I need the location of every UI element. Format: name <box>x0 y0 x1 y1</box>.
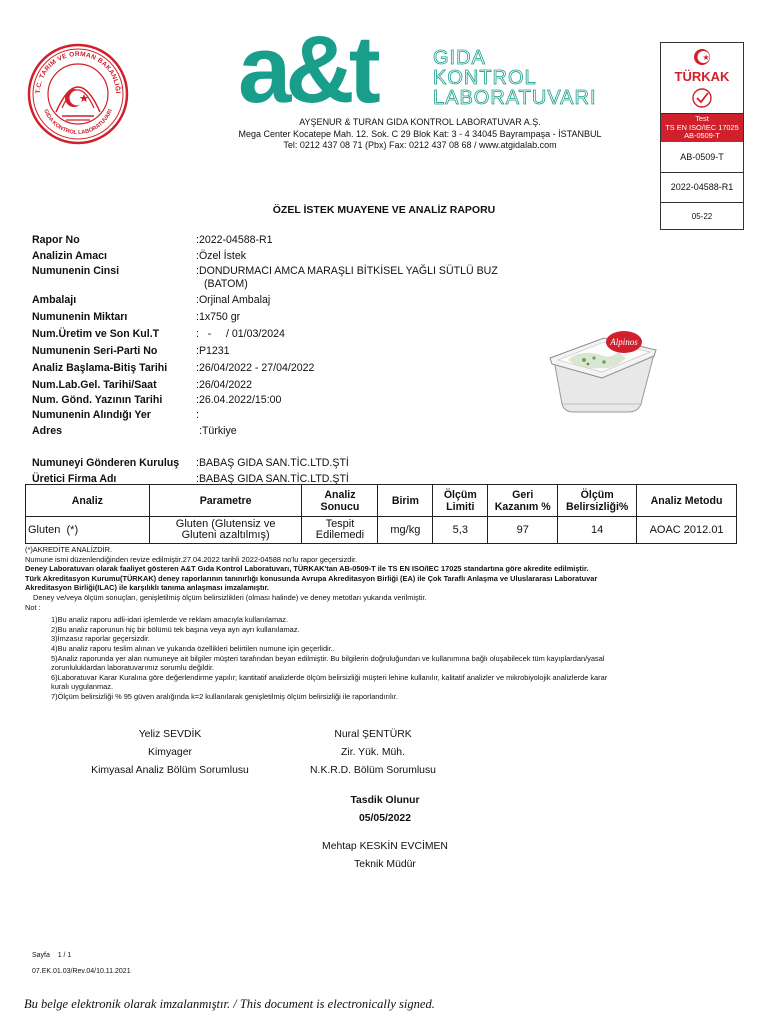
seal-text-bottom: GIDA KONTROL LABORATUVARI <box>42 108 114 137</box>
info-row-sample-location: Numunenin Alındığı Yer : <box>32 409 199 421</box>
turkak-date: 05-22 <box>691 211 713 221</box>
info-row-production-date: Num.Üretim ve Son Kul.T : - / 01/03/2024 <box>32 328 285 340</box>
company-address: Mega Center Kocatepe Mah. 12. Sok. C 29 Blok Kat: 3 - 4 34045 Bayrampaşa - İSTANBUL <box>238 128 602 139</box>
director-name: Mehtap KESKİN EVCİMEN <box>322 841 448 852</box>
table-row <box>26 517 737 544</box>
signature-left <box>60 726 280 780</box>
page-number <box>32 952 71 959</box>
info-row-analysis-dates: Analiz Başlama-Bitiş Tarihi :26/04/2022 - 27/04/2022 <box>32 362 315 374</box>
col-header-recovery: Geri Kazanım % <box>488 485 558 517</box>
cell-recovery: 97 <box>488 517 558 544</box>
info-row-producer: Üretici Firma Adı :BABAŞ GIDA SAN.TİC.LTD.ŞTİ <box>32 473 349 485</box>
approval-date: 05/05/2022 <box>358 813 411 824</box>
ministry-seal <box>26 42 130 146</box>
note-item: 2)Bu analiz raporunun hiç bir bölümü tek başına veya ayrı ayrı kullanılamaz. <box>51 624 300 634</box>
col-header-analysis: Analiz <box>26 485 150 517</box>
notes-block <box>25 545 740 702</box>
info-row-quantity: Numunenin Miktarı :1x750 gr <box>32 311 241 323</box>
company-contact: Tel: 0212 437 08 71 (Pbx) Fax: 0212 437 08 68 / www.atgidalab.com <box>283 140 557 150</box>
info-row-sample-type: Numunenin Cinsi :DONDURMACI AMCA MARAŞLI BİTKİSEL YAĞLI SÜTLÜ BUZ (BATOM) <box>32 265 498 290</box>
turkak-test-label: Test TS EN ISO/IEC 17025 AB-0509-T <box>661 114 743 142</box>
turkak-report-no: 2022-04588-R1 <box>661 173 743 203</box>
logo-line-1: GIDA <box>433 47 486 69</box>
signer-role: N.K.R.D. Bölüm Sorumlusu <box>310 765 436 776</box>
product-label: Alpinos <box>610 337 638 347</box>
turkak-name: TÜRKAK <box>674 69 730 84</box>
info-row-packaging: Ambalajı :Orjinal Ambalaj <box>32 294 271 306</box>
cell-result: Tespit Edilemedi <box>302 517 378 544</box>
col-header-parameter: Parametre <box>149 485 302 517</box>
sample-info <box>32 234 552 489</box>
cell-parameter: Gluten (Glutensiz ve Gluteni azaltılmış) <box>149 517 302 544</box>
info-row-arrival-date: Num.Lab.Gel. Tarihi/Saat :26/04/2022 <box>32 379 252 391</box>
note-item: 6)Laboratuvar Karar Kuralına göre değerlendirme yapılır; kantitatif analizlerde ölçüm belirsizliği müşteri lehine kullanılır, kalitatif analizler ve mikrobiyolojik analizlerde karar <box>51 672 608 682</box>
signer-title: Zir. Yük. Müh. <box>341 747 405 758</box>
info-row-report-no: Rapor No :2022-04588-R1 <box>32 234 273 246</box>
note-item: zorunluluklardan laboratuvarımız sorumlu değildir. <box>51 663 215 673</box>
note-revision: Numune ismi düzenlendiğinden revize edilmiştir.27.04.2022 tarihli 2022-04588 no'lu rapor geçersizdir. <box>25 554 358 564</box>
document-code: 07.EK.01.03/Rev.04/10.11.2021 <box>32 968 131 975</box>
note-item: 4)Bu analiz raporu teslim alınan ve yukarıda özellikleri belirtilen numune için geçerlidir.. <box>51 643 335 653</box>
col-header-result: Analiz Sonucu <box>302 485 378 517</box>
cell-analysis: Gluten (*) <box>26 517 150 544</box>
company-name: AYŞENUR & TURAN GIDA KONTROL LABORATUVAR A.Ş. <box>299 117 541 127</box>
signature-right <box>268 726 478 780</box>
director-title: Teknik Müdür <box>354 859 416 870</box>
col-header-unit: Birim <box>378 485 433 517</box>
info-row-address: Adres :Türkiye <box>32 425 237 437</box>
note-item: 7)Ölçüm belirsizliği % 95 güven aralığında k=2 kullanılarak genişletilmiş ölçüm belirsizliği ile raporlandırılır. <box>51 691 398 701</box>
info-row-purpose: Analizin Amacı :Özel İstek <box>32 250 247 262</box>
col-header-method: Analiz Metodu <box>637 485 737 517</box>
director-block <box>270 838 500 874</box>
page-label: Sayfa <box>32 952 50 959</box>
logo-line-2: KONTROL <box>433 67 537 89</box>
info-row-batch-no: Numunenin Seri-Parti No :P1231 <box>32 345 230 357</box>
turkak-code: AB-0509-T <box>661 142 743 173</box>
signer-role: Kimyasal Analiz Bölüm Sorumlusu <box>91 765 249 776</box>
cell-uncertainty: 14 <box>558 517 637 544</box>
turkak-accreditation-box <box>660 42 744 230</box>
signer-title: Kimyager <box>148 747 192 758</box>
logo-line-3: LABORATUVARI <box>433 87 597 109</box>
logo-letters: a&t <box>238 36 375 116</box>
company-logo <box>238 36 598 116</box>
info-row-sender: Numuneyi Gönderen Kuruluş :BABAŞ GIDA SAN.TİC.LTD.ŞTİ <box>32 457 349 469</box>
note-label: Not : <box>25 602 41 612</box>
note-accreditation-1: Deney Laboratuvarı olarak faaliyet gösteren A&T Gıda Kontrol Laboratuvarı, TÜRKAK'tan AB-0509-T ile TS EN ISO/IEC 17025 standartına göre akredite edilmiştir. <box>25 564 589 574</box>
report-title: ÖZEL İSTEK MUAYENE VE ANALİZ RAPORU <box>272 204 496 216</box>
cell-method: AOAC 2012.01 <box>637 517 737 544</box>
approval-block <box>270 792 500 828</box>
approval-label: Tasdik Olunur <box>350 795 420 806</box>
note-item: 3)İmzasız raporlar geçersizdir. <box>51 634 150 644</box>
note-uncertainty: Deney ve/veya ölçüm sonuçları, genişletilmiş ölçüm belirsizlikleri (olması halinde) ve deney metotları yukarıda verilmiştir. <box>33 592 427 602</box>
e-signature-note: Bu belge elektronik olarak imzalanmıştır. / This document is electronically signed. <box>24 997 435 1011</box>
company-address-block <box>190 117 650 152</box>
note-item: kuralı uygulanmaz. <box>51 682 114 692</box>
turkak-logo <box>661 43 743 114</box>
check-icon <box>693 89 711 107</box>
col-header-limit: Ölçüm Limiti <box>433 485 488 517</box>
cell-limit: 5,3 <box>433 517 488 544</box>
col-header-uncertainty: Ölçüm Belirsizliği% <box>558 485 637 517</box>
results-table <box>25 484 737 544</box>
note-accredited: (*)AKREDİTE ANALİZDİR. <box>25 545 113 554</box>
info-row-letter-date: Num. Gönd. Yazının Tarihi :26.04.2022/15:00 <box>32 394 282 406</box>
product-image <box>548 320 658 418</box>
page-value: 1 / 1 <box>57 952 72 959</box>
seal-text-top: T.C. TARIM VE ORMAN BAKANLIĞI <box>34 50 122 94</box>
results-header-row <box>26 485 737 517</box>
cell-unit: mg/kg <box>378 517 433 544</box>
signer-name: Nural ŞENTÜRK <box>334 729 412 740</box>
signer-name: Yeliz SEVDİK <box>138 729 202 740</box>
note-item: 5)Analiz raporunda yer alan numuneye ait bilgiler müşteri tarafından beyan edilmiştir. Bu bilgilerin doğruluğundan ve kullanımına bağlı oluşabilecek tüm kayıplardan/yasal <box>51 653 605 663</box>
note-item: 1)Bu analiz raporu adli-idari işlemlerde ve reklam amacıyla kullanılamaz. <box>51 615 289 625</box>
note-accreditation-3: Akreditasyon Birliği(ILAC) ile karşılıklı tanıma anlaşması imzalamıştır. <box>25 583 269 593</box>
note-accreditation-2: Türk Akreditasyon Kurumu(TÜRKAK) deney raporlarının tanınırlığı konusunda Avrupa Akreditasyon Birliği (EA) ile Çok Taraflı Anlaşma ve Uluslararası Laboratuvar <box>25 573 598 583</box>
